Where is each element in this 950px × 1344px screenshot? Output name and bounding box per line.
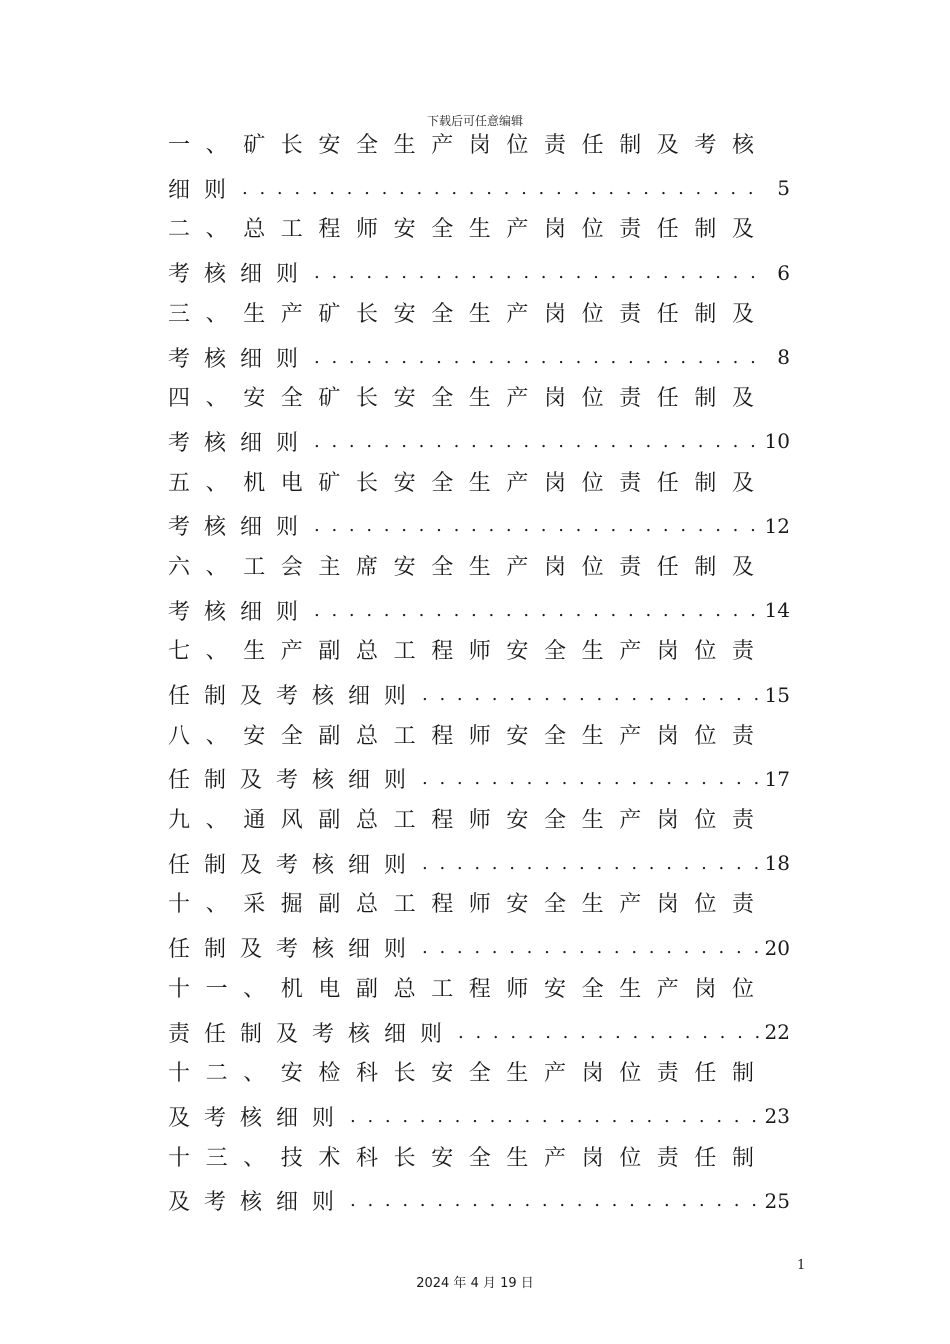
toc-entry[interactable] [168, 631, 790, 715]
toc-entry-title-cont: 考核细则 [168, 599, 313, 625]
dot-leader [458, 1022, 759, 1043]
dot-leader [314, 347, 764, 368]
toc-entry-title: 三、生产矿长安全生产岗位责任制及 [168, 301, 768, 327]
toc-entry-title-cont: 及考核细则 [168, 1105, 349, 1131]
toc-entry-title: 五、机电矿长安全生产岗位责任制及 [168, 470, 768, 496]
toc-entry-continuation [168, 505, 790, 547]
toc-entry-title: 七、生产副总工程师安全生产岗位责 [168, 639, 768, 665]
toc-page-number: 15 [764, 682, 790, 707]
dot-leader [422, 684, 759, 705]
toc-entry[interactable] [168, 125, 790, 209]
table-of-contents [168, 125, 790, 1222]
toc-page-number: 10 [764, 429, 790, 454]
toc-entry-title: 八、安全副总工程师安全生产岗位责 [168, 723, 768, 749]
toc-page-number: 5 [777, 176, 790, 201]
toc-entry-title: 十、采掘副总工程师安全生产岗位责 [168, 892, 768, 918]
toc-entry[interactable] [168, 1138, 790, 1222]
dot-leader [314, 600, 759, 621]
toc-entry-title-cont: 考核细则 [168, 515, 313, 541]
toc-entry-title: 十一、机电副总工程师安全生产岗位 [168, 976, 768, 1002]
toc-entry-title: 二、总工程师安全生产岗位责任制及 [168, 217, 768, 243]
toc-page-number: 8 [777, 345, 790, 370]
dot-leader [350, 1190, 759, 1211]
page-number: 1 [797, 1258, 806, 1273]
toc-entry-title-cont: 任制及考核细则 [168, 937, 421, 963]
toc-page-number: 18 [764, 851, 790, 876]
toc-entry-title: 六、工会主席安全生产岗位责任制及 [168, 554, 768, 580]
toc-entry[interactable] [168, 884, 790, 968]
toc-entry-title-cont: 任制及考核细则 [168, 768, 421, 794]
toc-entry-title-cont: 任制及考核细则 [168, 852, 421, 878]
toc-entry-continuation [168, 589, 790, 631]
toc-page-number: 6 [777, 260, 790, 285]
toc-entry[interactable] [168, 1053, 790, 1137]
toc-entry-continuation [168, 927, 790, 969]
toc-entry-title: 九、通风副总工程师安全生产岗位责 [168, 808, 768, 833]
toc-entry-continuation [168, 1095, 790, 1137]
dot-leader [422, 937, 759, 958]
toc-page-number: 12 [764, 513, 790, 538]
dot-leader [422, 853, 759, 874]
toc-entry-title: 十三、技术科长安全生产岗位责任制 [168, 1145, 768, 1171]
header-note: 下载后可任意编辑 [426, 114, 523, 128]
toc-entry-title-cont: 考核细则 [168, 430, 313, 456]
toc-page-number: 22 [764, 1020, 790, 1045]
toc-entry[interactable] [168, 378, 790, 462]
toc-entry-continuation [168, 842, 790, 884]
dot-leader [314, 515, 759, 536]
toc-entry-title: 一、矿长安全生产岗位责任制及考核 [168, 133, 768, 158]
toc-entry-title-cont: 考核细则 [168, 346, 313, 372]
toc-page-number: 14 [764, 598, 790, 623]
toc-entry-continuation [168, 1180, 790, 1222]
toc-entry-title-cont: 考核细则 [168, 262, 313, 288]
footer-date: 2024 年 4 月 19 日 [416, 1276, 534, 1291]
toc-entry-continuation [168, 167, 790, 209]
dot-leader [242, 178, 764, 199]
toc-entry-title: 十二、安检科长安全生产岗位责任制 [168, 1061, 768, 1087]
toc-page-number: 17 [764, 766, 790, 791]
toc-entry[interactable] [168, 716, 790, 800]
toc-entry-title-cont: 及考核细则 [168, 1190, 349, 1216]
toc-entry-continuation [168, 252, 790, 294]
toc-page-number: 23 [764, 1104, 790, 1129]
toc-entry[interactable] [168, 800, 790, 884]
toc-entry-title: 四、安全矿长安全生产岗位责任制及 [168, 386, 768, 412]
toc-entry[interactable] [168, 294, 790, 378]
dot-leader [314, 262, 764, 283]
toc-entry-continuation [168, 673, 790, 715]
toc-page-number: 20 [764, 935, 790, 960]
toc-entry-continuation [168, 420, 790, 462]
toc-entry-title-cont: 责任制及考核细则 [168, 1021, 457, 1047]
toc-entry-title-cont: 细则 [168, 177, 241, 203]
toc-page-number: 25 [764, 1188, 790, 1213]
toc-entry[interactable] [168, 463, 790, 547]
toc-entry-continuation [168, 336, 790, 378]
toc-entry-continuation [168, 1011, 790, 1053]
toc-entry[interactable] [168, 209, 790, 293]
dot-leader [314, 431, 759, 452]
toc-entry-continuation [168, 758, 790, 800]
toc-entry[interactable] [168, 547, 790, 631]
dot-leader [422, 768, 759, 789]
toc-entry[interactable] [168, 969, 790, 1053]
dot-leader [350, 1106, 759, 1127]
toc-entry-title-cont: 任制及考核细则 [168, 684, 421, 710]
